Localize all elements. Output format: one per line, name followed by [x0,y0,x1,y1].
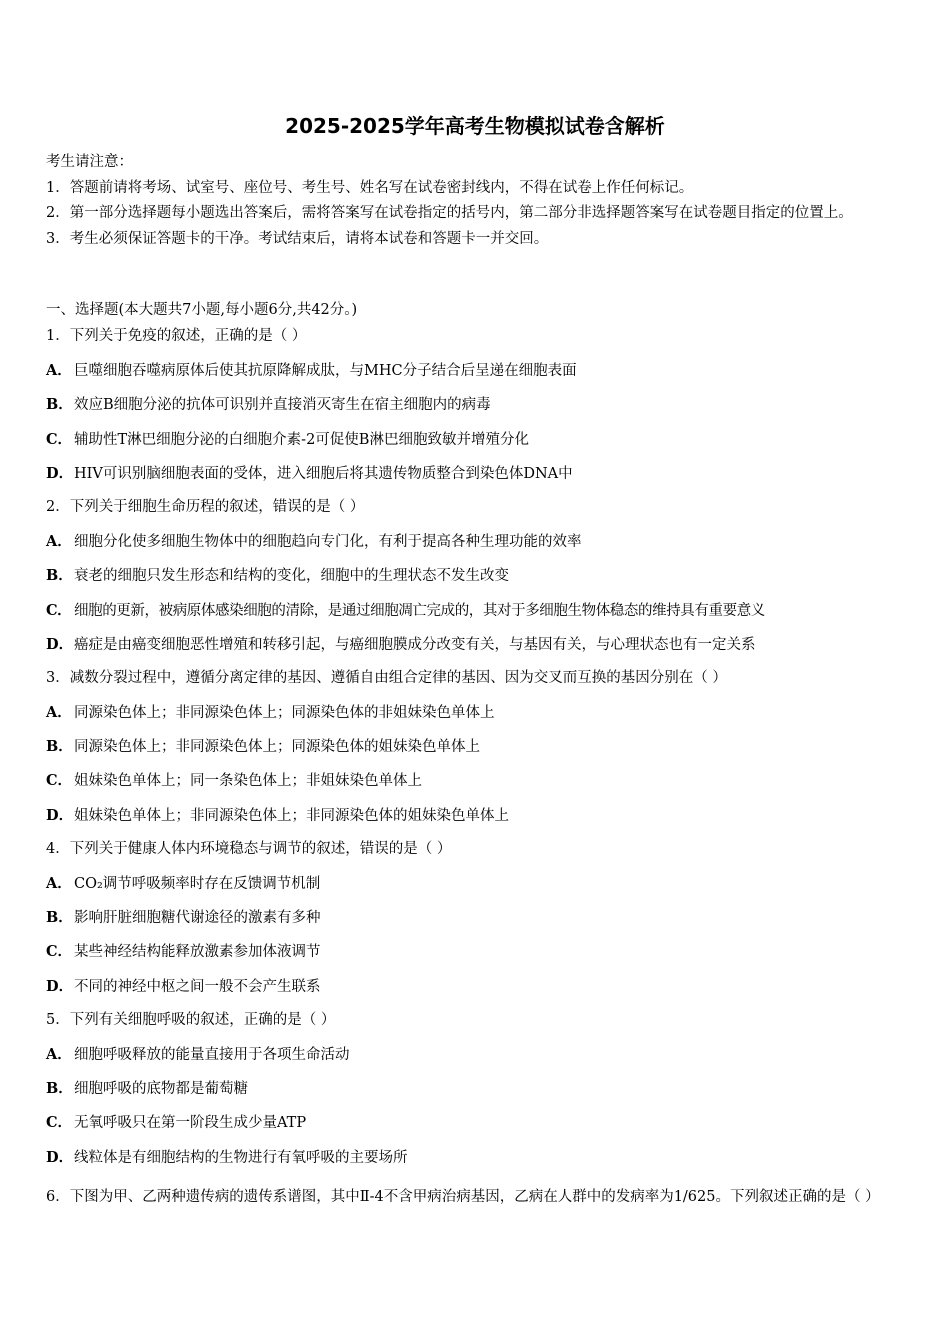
notice-block [46,150,906,252]
option-text: 细胞的更新，被病原体感染细胞的清除，是通过细胞凋亡完成的，其对于多细胞生物体稳态的维持具有重要意义 [74,602,765,619]
option-d [46,803,906,837]
question-5 [46,1008,906,1179]
option-b [46,392,906,426]
option-text: 同源染色体上；非同源染色体上；同源染色体的姐妹染色单体上 [74,739,480,756]
notice-item: 2．第一部分选择题每小题选出答案后，需将答案写在试卷指定的括号内，第二部分非选择题答案写在试卷题目指定的位置上。 [46,205,853,221]
option-letter: A． [46,875,72,892]
question-list [46,324,906,1215]
option-d [46,974,906,1008]
question-stem: 2．下列关于细胞生命历程的叙述，错误的是（ ） [46,498,365,515]
option-d [46,1145,906,1179]
option-letter: A． [46,704,72,722]
option-letter: B． [46,567,73,585]
notice-heading: 考生请注意： [46,154,133,170]
option-b [46,1076,906,1110]
option-letter: B． [46,396,73,414]
option-text: 不同的神经中枢之间一般不会产生联系 [74,978,321,995]
option-text: 无氧呼吸只在第一阶段生成少量ATP [74,1115,307,1132]
option-text: 细胞呼吸释放的能量直接用于各项生命活动 [74,1046,350,1063]
option-letter: C． [46,430,73,448]
question-stem: 5．下列有关细胞呼吸的叙述，正确的是（ ） [46,1011,336,1028]
option-b [46,734,906,768]
option-letter: D． [46,806,74,824]
option-letter: C． [46,1114,73,1132]
question-1 [46,324,906,495]
option-c [46,768,906,802]
option-text: 巨噬细胞吞噬病原体后使其抗原降解成肽，与MHC分子结合后呈递在细胞表面 [74,363,577,380]
option-letter: B． [46,1080,73,1098]
option-text: 效应B细胞分泌的抗体可识别并直接消灭寄生在宿主细胞内的病毒 [74,397,491,414]
option-text: 细胞分化使多细胞生物体中的细胞趋向专门化，有利于提高各种生理功能的效率 [74,534,582,551]
option-text: 姐妹染色单体上；同一条染色体上；非姐妹染色单体上 [74,773,422,790]
option-a [46,871,906,905]
option-c [46,939,906,973]
option-letter: C． [46,943,73,961]
option-letter: B． [46,738,73,756]
question-stem: 4．下列关于健康人体内环境稳态与调节的叙述，错误的是（ ） [46,840,452,857]
question-stem: 3．减数分裂过程中，遵循分离定律的基因、遵循自由组合定律的基因、因为交叉而互换的基因分别在（ ） [46,669,727,686]
option-text: 辅助性T淋巴细胞分泌的白细胞介素-2可促使B淋巴细胞致敏并增殖分化 [74,431,529,448]
option-c [46,598,906,632]
question-stem: 6．下图为甲、乙两种遗传病的遗传系谱图，其中Ⅱ-4不含甲病治病基因，乙病在人群中的发病率为1/625。下列叙述正确的是（ ） [46,1188,880,1205]
option-text: 某些神经结构能释放激素参加体液调节 [74,944,321,961]
option-text: 癌症是由癌变细胞恶性增殖和转移引起，与癌细胞膜成分改变有关，与基因有关，与心理状态也有一定关系 [74,636,756,653]
option-text: 线粒体是有细胞结构的生物进行有氧呼吸的主要场所 [74,1149,408,1166]
option-text: HIV可识别脑细胞表面的受体，进入细胞后将其遗传物质整合到染色体DNA中 [74,465,573,482]
option-text: 姐妹染色单体上；非同源染色体上；非同源染色体的姐妹染色单体上 [74,807,509,824]
page-title: 2025-2025学年高考生物模拟试卷含解析 [285,114,665,138]
option-text: 同源染色体上；非同源染色体上；同源染色体的非姐妹染色单体上 [74,705,495,722]
option-a [46,358,906,392]
option-d [46,461,906,495]
option-text: CO₂调节呼吸频率时存在反馈调节机制 [74,876,321,892]
option-b [46,905,906,939]
notice-item: 1．答题前请将考场、试室号、座位号、考生号、姓名写在试卷密封线内，不得在试卷上作任何标记。 [46,179,694,196]
option-text: 细胞呼吸的底物都是葡萄糖 [74,1081,248,1098]
option-letter: B． [46,909,73,927]
option-letter: D． [46,977,74,995]
question-4 [46,837,906,1008]
option-text: 影响肝脏细胞糖代谢途径的激素有多种 [74,910,321,927]
question-3 [46,666,906,837]
option-letter: A． [46,362,72,380]
option-letter: A． [46,533,72,551]
question-stem: 1．下列关于免疫的叙述，正确的是（ ） [46,328,307,344]
option-c [46,427,906,461]
option-letter: D． [46,635,74,653]
option-letter: C． [46,601,72,619]
option-letter: C． [46,772,73,790]
option-c [46,1110,906,1144]
question-2 [46,495,906,666]
option-a [46,1042,906,1076]
option-letter: D． [46,464,74,482]
option-a [46,529,906,563]
notice-item: 3．考生必须保证答题卡的干净。考试结束后，请将本试卷和答题卡一并交回。 [46,230,549,247]
option-d [46,632,906,666]
option-letter: D． [46,1148,74,1166]
option-b [46,563,906,597]
section-heading: 一、选择题(本大题共7小题,每小题6分,共42分。) [46,302,358,318]
option-letter: A． [46,1045,72,1063]
question-6 [46,1179,906,1215]
option-text: 衰老的细胞只发生形态和结构的变化，细胞中的生理状态不发生改变 [74,568,509,585]
option-a [46,700,906,734]
